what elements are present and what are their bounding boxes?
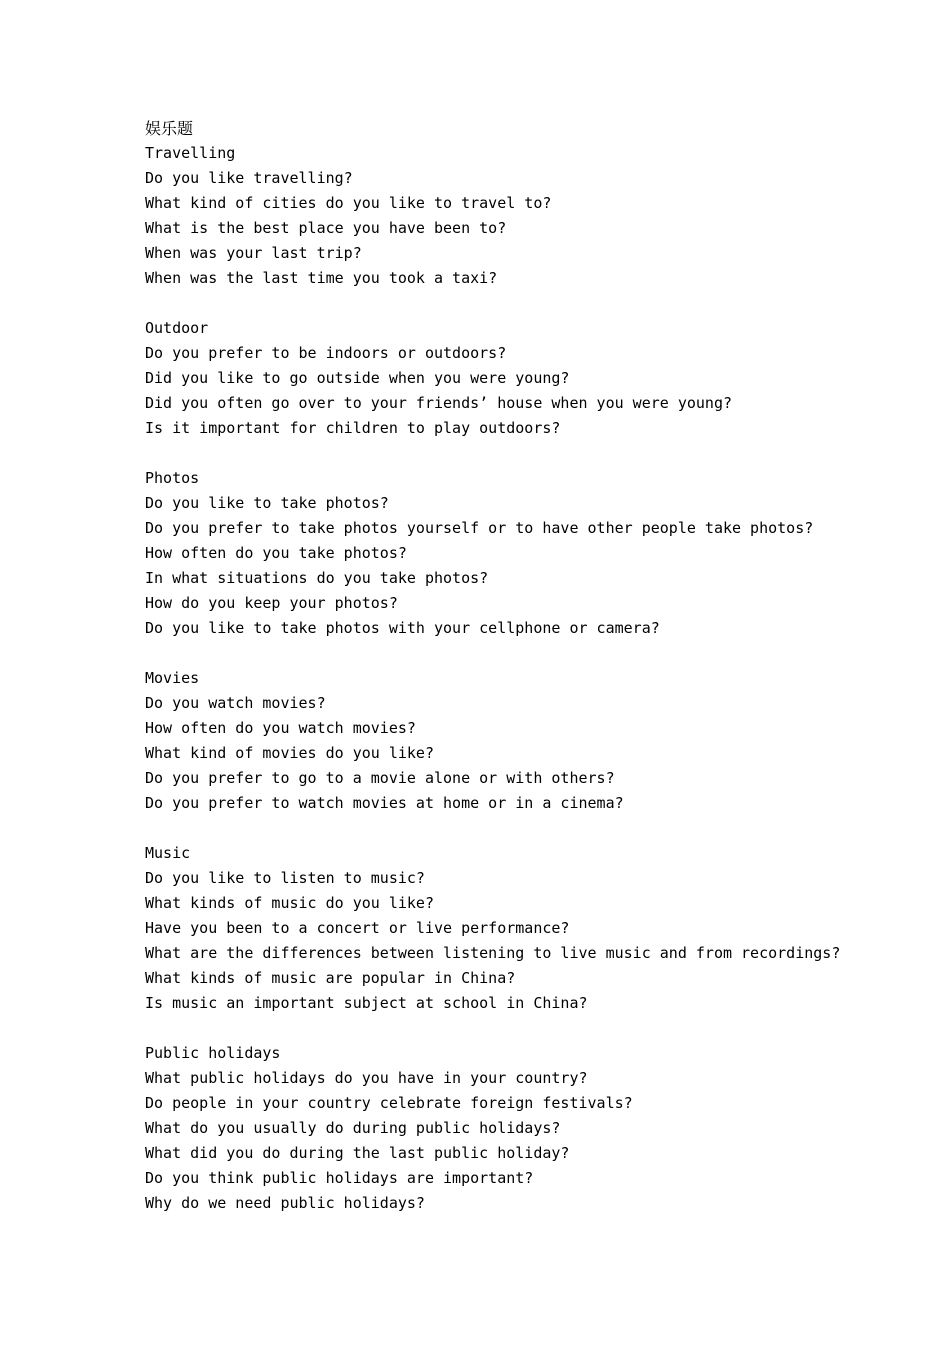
question-line: What do you usually do during public holidays?	[145, 1119, 561, 1137]
section-heading: Photos	[145, 469, 200, 487]
question-line: Is music an important subject at school in China?	[145, 994, 588, 1012]
question-line: Do you like to listen to music?	[145, 869, 425, 887]
question-line: In what situations do you take photos?	[145, 569, 489, 587]
section-heading: Music	[145, 844, 191, 862]
question-line: What public holidays do you have in your country?	[145, 1069, 588, 1087]
section-photos	[145, 466, 925, 641]
question-line: What are the differences between listening to live music and from recordings?	[145, 944, 841, 962]
question-line: Do you watch movies?	[145, 694, 326, 712]
question-line: What kinds of music do you like?	[145, 894, 434, 912]
question-line: Do you like to take photos with your cellphone or camera?	[145, 619, 660, 637]
section-list	[145, 141, 925, 1216]
question-line: Do you prefer to take photos yourself or to have other people take photos?	[145, 519, 814, 537]
question-line: What is the best place you have been to?	[145, 219, 507, 237]
section-heading: Public holidays	[145, 1044, 281, 1062]
question-line: Do you think public holidays are important?	[145, 1169, 534, 1187]
section-heading: Movies	[145, 669, 200, 687]
question-line: What kind of cities do you like to travel to?	[145, 194, 552, 212]
question-line: Have you been to a concert or live performance?	[145, 919, 570, 937]
question-line: Do you prefer to watch movies at home or in a cinema?	[145, 794, 624, 812]
section-public-holidays	[145, 1041, 925, 1216]
question-line: Do people in your country celebrate foreign festivals?	[145, 1094, 633, 1112]
section-heading: Outdoor	[145, 319, 209, 337]
question-line: When was your last trip?	[145, 244, 362, 262]
question-line: How often do you watch movies?	[145, 719, 416, 737]
question-line: What did you do during the last public holiday?	[145, 1144, 570, 1162]
question-line: When was the last time you took a taxi?	[145, 269, 498, 287]
question-line: Do you like to take photos?	[145, 494, 389, 512]
question-line: Do you prefer to go to a movie alone or with others?	[145, 769, 615, 787]
document-body	[145, 116, 925, 1216]
question-line: What kinds of music are popular in China?	[145, 969, 516, 987]
question-line: Why do we need public holidays?	[145, 1194, 425, 1212]
section-outdoor	[145, 316, 925, 441]
question-line: Do you prefer to be indoors or outdoors?	[145, 344, 507, 362]
section-music	[145, 841, 925, 1016]
question-line: Did you like to go outside when you were young?	[145, 369, 570, 387]
question-line: Do you like travelling?	[145, 169, 353, 187]
question-line: Did you often go over to your friends’ house when you were young?	[145, 394, 732, 412]
question-line: What kind of movies do you like?	[145, 744, 434, 762]
section-movies	[145, 666, 925, 816]
section-heading: Travelling	[145, 144, 236, 162]
section-travelling	[145, 141, 925, 291]
question-line: Is it important for children to play outdoors?	[145, 419, 561, 437]
question-line: How do you keep your photos?	[145, 594, 398, 612]
question-line: How often do you take photos?	[145, 544, 407, 562]
document-title: 娱乐题	[145, 119, 194, 138]
